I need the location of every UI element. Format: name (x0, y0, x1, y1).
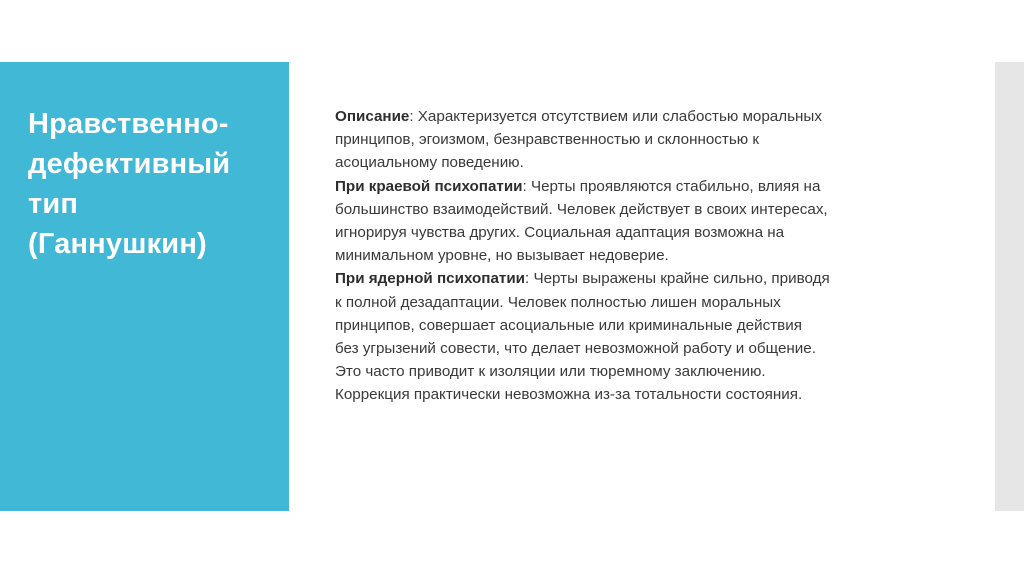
body-line (335, 175, 935, 198)
section-description (335, 105, 935, 175)
body-line: принципов, эгоизмом, безнравственностью и склонностью к (335, 131, 760, 149)
section-label: Описание (335, 108, 410, 125)
title-line: дефективный (28, 148, 231, 180)
title-line: (Ганнушкин) (28, 228, 207, 260)
body-line: без угрызений совести, что делает невозможной работу и общение. (335, 340, 816, 358)
body-line: Коррекция практически невозможна из-за тотальности состояния. (335, 386, 803, 404)
slide-body (335, 105, 935, 407)
title-line: Нравственно- (28, 108, 229, 140)
body-text: : Черты выражены крайне сильно, приводя (525, 270, 830, 288)
body-line: асоциальному поведению. (335, 154, 524, 172)
body-line: принципов, совершает асоциальные или криминальные действия (335, 316, 802, 334)
body-line: большинство взаимодействий. Человек действует в своих интересах, (335, 200, 828, 218)
body-line: к полной дезадаптации. Человек полностью лишен моральных (335, 293, 781, 311)
body-line (335, 105, 935, 128)
section-label: При ядерной психопатии (335, 270, 526, 288)
body-line: игнорируя чувства других. Социальная адаптация возможна на (335, 224, 785, 242)
body-line (335, 267, 935, 290)
body-text: : Характеризуется отсутствием или слабостью моральных (409, 108, 822, 125)
body-line: минимальном уровне, но вызывает недоверие. (335, 247, 669, 265)
body-line: Это часто приводит к изоляции или тюремному заключению. (335, 363, 766, 381)
body-text: : Черты проявляются стабильно, влияя на (522, 177, 821, 195)
slide-title (28, 104, 278, 264)
section-marginal-psychopathy (335, 175, 935, 268)
section-nuclear-psychopathy (335, 267, 935, 406)
title-line: тип (28, 188, 79, 220)
section-label: При краевой психопатии (335, 177, 523, 195)
right-edge-strip (995, 62, 1024, 511)
